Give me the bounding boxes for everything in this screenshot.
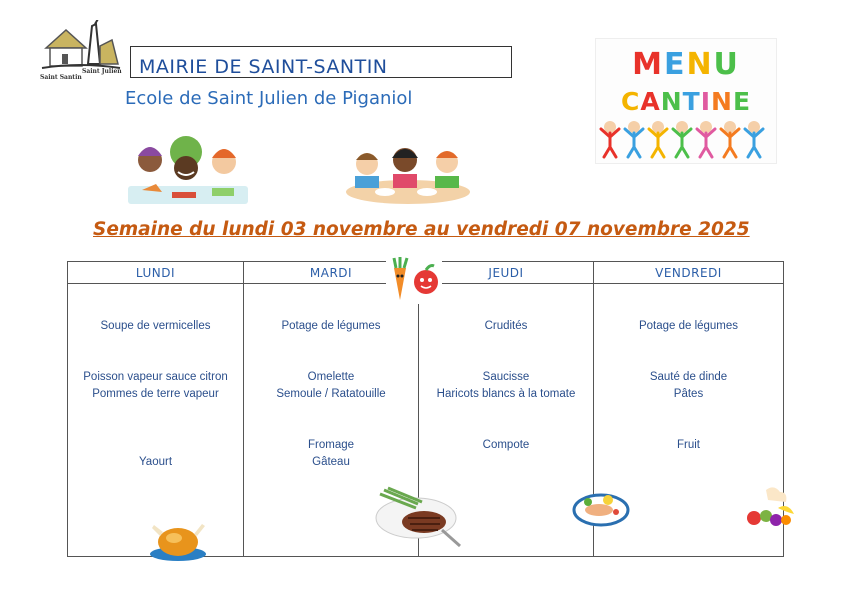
main-line-2: Pâtes xyxy=(673,388,704,400)
main-line-1: Sauté de dinde xyxy=(649,371,728,383)
starter: Crudités xyxy=(484,320,528,332)
dancing-kids-icon xyxy=(598,117,774,161)
main-line-1: Saucisse xyxy=(482,371,530,383)
day-header: MARDI xyxy=(244,262,418,284)
menu-word: MENU xyxy=(632,47,740,82)
logo-caption-right: Saint Julien xyxy=(82,68,122,75)
mairie-title: MAIRIE DE SAINT-SANTIN xyxy=(130,46,512,78)
roast-chicken-icon xyxy=(148,512,208,564)
main-line-1: Poisson vapeur sauce citron xyxy=(83,371,228,383)
school-name: Ecole de Saint Julien de Piganiol xyxy=(125,88,413,109)
starter: Potage de légumes xyxy=(281,320,381,332)
day-header: VENDREDI xyxy=(594,262,783,284)
main-line-2: Haricots blancs à la tomate xyxy=(436,388,576,400)
day-header: JEUDI xyxy=(419,262,593,284)
dessert-line-1: Compote xyxy=(482,439,530,451)
main-line-1: Omelette xyxy=(307,371,355,383)
steak-asparagus-icon xyxy=(372,486,462,550)
logo-caption-left: Saint Santin xyxy=(40,74,82,81)
day-header: LUNDI xyxy=(68,262,243,284)
cantine-word: CANTINE xyxy=(620,87,752,116)
starter: Potage de légumes xyxy=(638,320,739,332)
fruit-bowl-icon xyxy=(742,486,798,532)
kids-eating-vegetables-icon xyxy=(128,134,248,206)
dessert-line-1: Yaourt xyxy=(138,456,173,468)
dessert-line-1: Fruit xyxy=(677,439,700,451)
menu-cantine-logo xyxy=(595,38,777,164)
fish-plate-icon xyxy=(572,488,630,528)
main-line-2: Pommes de terre vapeur xyxy=(92,388,219,400)
kids-at-table-icon xyxy=(345,140,471,206)
main-line-2: Semoule / Ratatouille xyxy=(276,388,386,400)
mairie-logo xyxy=(40,20,122,86)
week-title: Semaine du lundi 03 novembre au vendredi 07 novembre 2025 xyxy=(93,219,750,240)
happy-veggies-icon xyxy=(386,256,442,304)
starter: Soupe de vermicelles xyxy=(100,320,211,332)
dessert-line-2: Gâteau xyxy=(312,456,350,468)
dessert-line-1: Fromage xyxy=(307,439,355,451)
